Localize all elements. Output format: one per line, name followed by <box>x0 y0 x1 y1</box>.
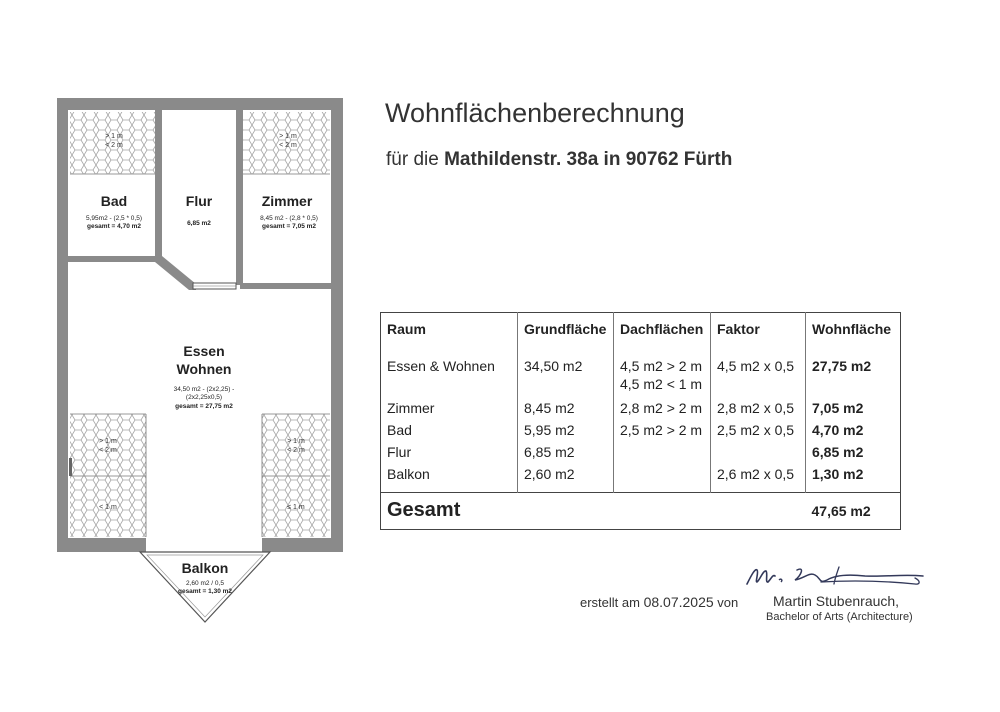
roof-zone-label: > 1 m <box>287 438 305 445</box>
roof-zone-label: > 1 m <box>279 133 297 140</box>
table-row <box>381 420 901 442</box>
cell-wohnflaeche: 6,85 m2 <box>806 442 901 464</box>
cell-faktor <box>711 442 806 464</box>
room-name-wohnen: Wohnen <box>176 361 232 377</box>
cell-raum: Bad <box>387 422 412 438</box>
cell-raum: Balkon <box>387 466 430 482</box>
cell-wohnflaeche: 27,75 m2 <box>806 349 901 394</box>
room-area-flur: 6,85 m2 <box>187 220 211 227</box>
room-name-flur: Flur <box>185 193 213 209</box>
created-date: 08.07.2025 <box>643 594 714 610</box>
interior-wall <box>240 283 331 289</box>
column-header: Wohnfläche <box>806 313 901 350</box>
roof-zone-label: > 1 m <box>99 438 117 445</box>
room-name-zimmer: Zimmer <box>261 193 313 209</box>
created-prefix: erstellt am <box>580 595 640 610</box>
handwritten-signature <box>735 558 930 592</box>
room-calc-essen: (2x2,25x0,5) <box>185 394 223 401</box>
created-note <box>580 594 738 610</box>
total-label: Gesamt <box>381 493 806 530</box>
interior-wall <box>155 256 196 290</box>
window <box>69 458 72 476</box>
interior-wall <box>68 256 160 262</box>
created-suffix: von <box>717 595 739 610</box>
room-total-zimmer: gesamt = 7,05 m2 <box>261 223 317 230</box>
cell-dachflaechen <box>614 349 711 394</box>
table-row <box>381 464 901 493</box>
column-header: Grundfläche <box>518 313 614 350</box>
cell-dachflaechen <box>614 442 711 464</box>
roof-zone-label: < 1 m <box>99 504 117 511</box>
signer-title: Bachelor of Arts (Architecture) <box>766 611 913 623</box>
dach-line: 4,5 m2 < 1 m <box>620 376 703 392</box>
cell-grundflaeche: 8,45 m2 <box>518 394 614 420</box>
cell-dachflaechen <box>614 464 711 493</box>
column-header: Raum <box>387 321 426 337</box>
area-calculation-table <box>380 312 901 530</box>
table-row <box>381 349 901 394</box>
table-row <box>381 394 901 420</box>
roof-zone-mid-right <box>262 414 330 476</box>
cell-faktor: 2,6 m2 x 0,5 <box>711 464 806 493</box>
balcony-opening <box>146 537 262 553</box>
cell-faktor: 2,5 m2 x 0,5 <box>711 420 806 442</box>
roof-zone-label: > 1 m <box>105 133 123 140</box>
document-subtitle <box>386 149 732 171</box>
room-calc-bad: 5,95m2 - (2,5 * 0,5) <box>86 215 142 222</box>
room-total-bad: gesamt = 4,70 m2 <box>86 223 142 230</box>
cell-raum: Flur <box>387 444 412 460</box>
property-address: Mathildenstr. 38a in 90762 Fürth <box>444 149 733 170</box>
document-title: Wohnflächenberechnung <box>385 98 685 128</box>
room-calc-essen: 34,50 m2 - (2x2,25) - <box>173 386 235 393</box>
column-header: Dachflächen <box>614 313 711 350</box>
roof-zone-label: < 2 m <box>99 447 117 454</box>
table-row <box>381 442 901 464</box>
column-header: Faktor <box>711 313 806 350</box>
cell-wohnflaeche: 1,30 m2 <box>806 464 901 493</box>
cell-grundflaeche: 5,95 m2 <box>518 420 614 442</box>
cell-dachflaechen: 2,5 m2 > 2 m <box>614 420 711 442</box>
cell-raum: Essen & Wohnen <box>387 358 495 374</box>
cell-faktor: 2,8 m2 x 0,5 <box>711 394 806 420</box>
roof-zone-mid-left <box>70 414 146 476</box>
room-total-essen: gesamt = 27,75 m2 <box>175 403 233 410</box>
cell-dachflaechen: 2,8 m2 > 2 m <box>614 394 711 420</box>
table-header-row <box>381 313 901 350</box>
signer-name: Martin Stubenrauch, <box>773 593 900 609</box>
room-name-essen: Essen <box>183 343 225 359</box>
room-calc-zimmer: 8,45 m2 - (2,8 * 0,5) <box>260 215 318 222</box>
floor-plan <box>0 0 360 640</box>
cell-grundflaeche: 6,85 m2 <box>518 442 614 464</box>
cell-faktor: 4,5 m2 x 0,5 <box>711 349 806 394</box>
roof-zone-label: ≤ 1 m <box>287 504 305 511</box>
cell-raum: Zimmer <box>387 400 435 416</box>
roof-zone-label: < 2 m <box>105 142 123 149</box>
interior-wall <box>155 110 162 260</box>
cell-grundflaeche: 2,60 m2 <box>518 464 614 493</box>
room-calc-balkon: 2,60 m2 / 0,5 <box>186 580 224 587</box>
subtitle-prefix: für die <box>386 149 439 170</box>
cell-wohnflaeche: 7,05 m2 <box>806 394 901 420</box>
dach-line: 4,5 m2 > 2 m <box>620 358 703 374</box>
roof-zone-label: < 2 m <box>287 447 305 454</box>
room-name-balkon: Balkon <box>181 560 229 576</box>
interior-wall <box>236 110 243 285</box>
room-total-balkon: gesamt = 1,30 m2 <box>177 588 233 595</box>
cell-wohnflaeche: 4,70 m2 <box>806 420 901 442</box>
total-value: 47,65 m2 <box>806 493 901 530</box>
cell-grundflaeche: 34,50 m2 <box>518 349 614 394</box>
total-row <box>381 493 901 530</box>
roof-zone-label: < 2 m <box>279 142 297 149</box>
room-name-bad: Bad <box>100 193 128 209</box>
